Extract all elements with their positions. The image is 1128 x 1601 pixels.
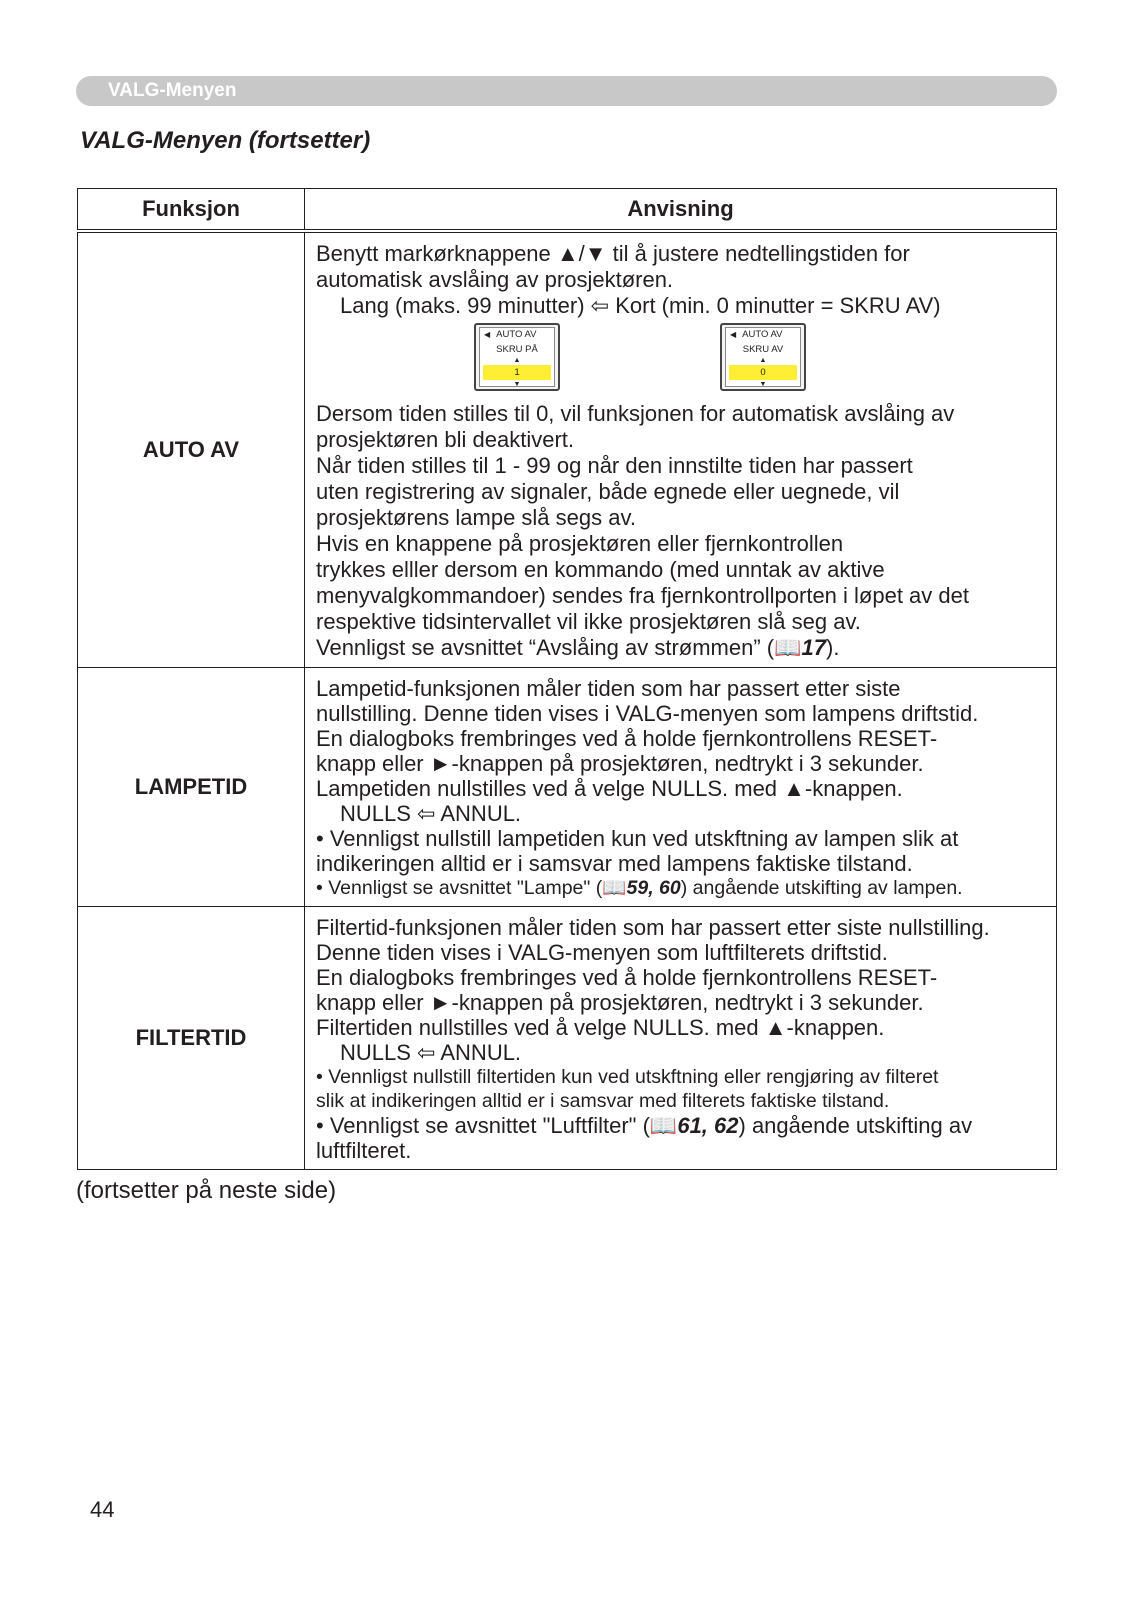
osd-subtitle: SKRU PÅ — [496, 344, 538, 355]
text-line: Når tiden stilles til 1 - 99 og når den innstilte tiden har passert — [316, 453, 913, 478]
note-line: • Vennligst nullstill filtertiden kun ved utskftning eller rengjøring av filteret — [316, 1066, 939, 1088]
continue-note: (fortsetter på neste side) — [76, 1177, 337, 1204]
section-label: VALG-Menyen — [108, 80, 237, 101]
range-line: Lang (maks. 99 minutter) ⇦ Kort (min. 0 minutter = SKRU AV) — [340, 293, 941, 318]
left-arrow-icon: ◀ — [730, 330, 737, 339]
page-reference[interactable]: 📖17 — [774, 635, 826, 660]
osd-value: 0 — [729, 365, 797, 380]
page-title: VALG-Menyen (fortsetter) — [80, 127, 371, 154]
instruction-lampetid — [305, 668, 1057, 907]
text-line: Denne tiden vises i VALG-menyen som luftfilterets driftstid. — [316, 940, 888, 965]
text-line: automatisk avslåing av prosjektøren. — [316, 267, 674, 292]
text-line: Hvis en knappene på prosjektøren eller fjernkontrollen — [316, 531, 844, 556]
text-line: knapp eller ►-knappen på prosjektøren, nedtrykt i 3 sekunder. — [316, 990, 924, 1015]
osd-illustration — [316, 319, 1046, 401]
book-icon: 📖 — [602, 877, 627, 899]
column-header-function: Funksjon — [78, 189, 305, 232]
text-line: menyvalgkommandoer) sendes fra fjernkontrollporten i løpet av det — [316, 583, 969, 608]
text-line: En dialogboks frembringes ved å holde fjernkontrollens RESET- — [316, 726, 938, 751]
text-line: nullstilling. Denne tiden vises i VALG-menyen som lampens driftstid. — [316, 701, 979, 726]
text-line: uten registrering av signaler, både egnede eller uegnede, vil — [316, 479, 900, 504]
reference-text: Vennligst se avsnittet “Avslåing av strømmen” ( — [316, 635, 775, 660]
page-reference[interactable]: 📖61, 62 — [649, 1113, 739, 1138]
instruction-filtertid — [305, 907, 1057, 1170]
osd-value: 1 — [483, 365, 551, 380]
osd-title: AUTO AV — [496, 329, 537, 340]
down-arrow-icon: ▼ — [759, 381, 767, 388]
note-line: • Vennligst nullstill lampetiden kun ved utskftning av lampen slik at — [316, 826, 959, 851]
reference-line: • Vennligst se avsnittet "Lampe" (📖59, 60) angående utskifting av lampen. — [316, 877, 963, 899]
osd-subtitle: SKRU AV — [742, 344, 784, 355]
table-row-auto-av — [78, 231, 1057, 668]
option-line: NULLS ⇦ ANNUL. — [340, 801, 522, 826]
book-icon: 📖 — [649, 1113, 678, 1138]
down-arrow-icon: ▼ — [513, 381, 521, 388]
text-line: Filtertid-funksjonen måler tiden som har passert etter siste nullstilling. — [316, 915, 990, 940]
column-header-instruction: Anvisning — [305, 189, 1057, 232]
reference-line: • Vennligst se avsnittet "Luftfilter" (📖61, 62) angående utskifting av — [316, 1113, 973, 1138]
function-name-auto-av: AUTO AV — [78, 231, 305, 668]
text-line: Lampetiden nullstilles ved å velge NULLS. med ▲-knappen. — [316, 776, 903, 801]
text-line: respektive tidsintervallet vil ikke prosjektøren slå seg av. — [316, 609, 861, 634]
page-number: 44 — [90, 1497, 115, 1522]
osd-box-off — [720, 323, 806, 391]
text-line: prosjektøren bli deaktivert. — [316, 427, 574, 452]
text-line: knapp eller ►-knappen på prosjektøren, nedtrykt i 3 sekunder. — [316, 751, 924, 776]
text-line: Lampetid-funksjonen måler tiden som har passert etter siste — [316, 676, 901, 701]
note-line: indikeringen alltid er i samsvar med lampens faktiske tilstand. — [316, 851, 913, 876]
function-name-lampetid: LAMPETID — [78, 668, 305, 907]
book-icon: 📖 — [774, 635, 802, 660]
option-line: NULLS ⇦ ANNUL. — [340, 1040, 522, 1065]
up-arrow-icon: ▲ — [759, 357, 767, 364]
up-arrow-icon: ▲ — [513, 357, 521, 364]
table-header-row — [78, 189, 1057, 232]
instruction-auto-av — [305, 231, 1057, 668]
left-arrow-icon: ◀ — [484, 330, 491, 339]
text-line: luftfilteret. — [316, 1138, 412, 1163]
text-line: En dialogboks frembringes ved å holde fjernkontrollens RESET- — [316, 965, 938, 990]
text-line: Benytt markørknappene ▲/▼ til å justere nedtellingstiden for — [316, 241, 910, 266]
osd-box-on — [474, 323, 560, 391]
function-name-filtertid: FILTERTID — [78, 907, 305, 1170]
osd-title: AUTO AV — [742, 329, 783, 340]
page-reference[interactable]: 📖59, 60 — [602, 877, 681, 899]
note-line: slik at indikeringen alltid er i samsvar med filterets faktiske tilstand. — [316, 1090, 890, 1112]
text-line: prosjektørens lampe slå segs av. — [316, 505, 636, 530]
text-line: trykkes elller dersom en kommando (med unntak av aktive — [316, 557, 885, 582]
function-table — [77, 188, 1057, 1170]
table-row-lampetid — [78, 668, 1057, 907]
reference-line: Vennligst se avsnittet “Avslåing av strømmen” (📖17). — [316, 635, 840, 660]
text-line: Dersom tiden stilles til 0, vil funksjonen for automatisk avslåing av — [316, 401, 955, 426]
table-row-filtertid — [78, 907, 1057, 1170]
text-line: Filtertiden nullstilles ved å velge NULLS. med ▲-knappen. — [316, 1015, 885, 1040]
section-header-bar — [76, 76, 1057, 106]
